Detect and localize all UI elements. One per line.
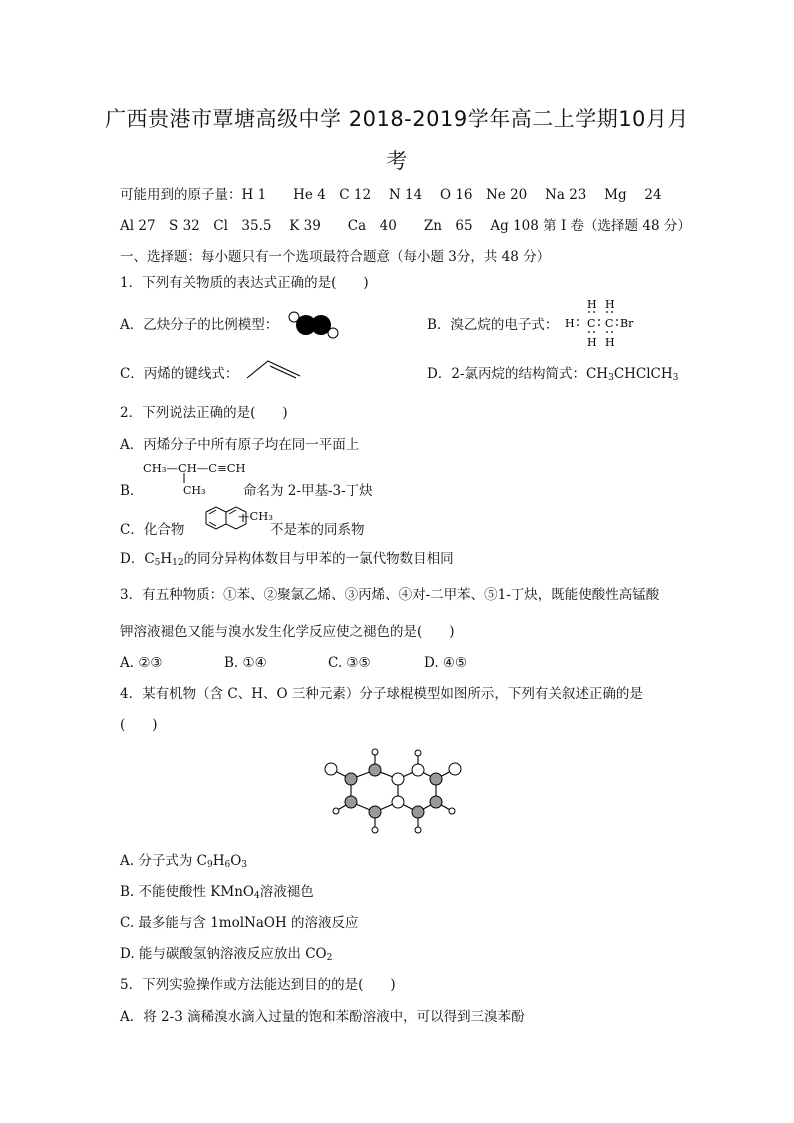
q4-option-d: D. 能与碳酸氢钠溶液反应放出 $CO_2$: [120, 946, 333, 963]
section-heading: 一、选择题：每小题只有一个选项最符合题意（每小题 3分，共 48 分）: [120, 249, 551, 265]
q5-option-a: A．将 2-3 滴稀溴水滴入过量的饱和苯酚溶液中，可以得到三溴苯酚: [120, 1009, 525, 1025]
q3-option-d: D. ④⑤: [424, 655, 468, 671]
q3-option-c: C. ③⑤: [328, 655, 371, 671]
page-title: 广西贵港市覃塘高级中学 2018-2019学年高二上学期10月月: [105, 107, 689, 131]
q2-option-b-label: B．: [120, 483, 144, 499]
q1-option-d: D．2-氯丙烷的结构简式：$CH_3CHClCH_3$: [427, 366, 679, 383]
q4-option-a: A. 分子式为 $C_9H_6O_3$: [120, 853, 248, 870]
q3-option-b: B. ①④: [224, 655, 267, 671]
formula-h: H: [565, 317, 575, 330]
q2-option-c-label: C．化合物: [120, 522, 185, 538]
q2-stem: 2．下列说法正确的是( ): [120, 405, 288, 421]
q1-option-b: B．溴乙烷的电子式：: [427, 317, 559, 333]
formula-c: C: [587, 317, 596, 330]
formula-c: C: [605, 317, 614, 330]
branch-bond-line: [182, 473, 186, 483]
q2-option-b-text: 命名为 2-甲基-3-丁炔: [243, 483, 373, 499]
atomic-masses-line2: Al 27 S 32 Cl 35.5 K 39 Ca 40 Zn 65 Ag 108 第 I 卷（选择题 48 分）: [120, 218, 691, 234]
q4-stem-line2: ( ): [120, 717, 158, 733]
q3-stem-line1: 3．有五种物质：①苯、②聚氯乙烯、③丙烯、④对-二甲苯、⑤1-丁炔，既能使酸性高锰酸: [120, 587, 660, 603]
q3-option-a: A. ②③: [120, 655, 163, 671]
formula-h: H: [605, 336, 615, 349]
formula-br: Br: [620, 317, 634, 330]
acetylene-model-image: [284, 310, 342, 340]
q2-option-d: D．$C_5H_{12}$的同分异构体数目与甲苯的一氯代物数目相同: [120, 551, 454, 568]
q2-b-structure-bottom: CH₃: [183, 484, 206, 497]
propene-skeletal-formula: [244, 356, 304, 382]
formula-h: H: [587, 298, 597, 311]
q1-stem: 1．下列有关物质的表达式正确的是( ): [120, 275, 369, 291]
q4-stem-line1: 4．某有机物（含 C、H、O 三种元素）分子球棍模型如图所示，下列有关叙述正确的是: [120, 686, 643, 702]
page-title-cont: 考: [386, 149, 408, 173]
q2-option-c-text: 不是苯的同系物: [270, 522, 365, 538]
atomic-masses-line1: 可能用到的原子量：H 1 He 4 C 12 N 14 O 16 Ne 20 Na 23 Mg 24: [120, 187, 662, 203]
q4-option-b: B. 不能使酸性 KMnO$_4$溶液褪色: [120, 884, 314, 901]
q3-stem-line2: 钾溶液褪色又能与溴水发生化学反应使之褪色的是( ): [120, 624, 455, 640]
q4-option-c: C. 最多能与含 1molNaOH 的溶液反应: [120, 915, 359, 931]
formula-h: H: [605, 298, 615, 311]
q5-stem: 5．下列实验操作或方法能达到目的的是( ): [120, 977, 396, 993]
q1-option-c: C．丙烯的键线式：: [120, 366, 239, 382]
bromoethane-electron-formula: [563, 296, 641, 350]
ball-and-stick-model-image: [318, 740, 468, 840]
q2-b-structure-top: CH₃—CH—C≡CH: [143, 461, 246, 475]
q2-c-methyl-label: —CH₃: [238, 509, 273, 523]
q2-option-a: A．丙烯分子中所有原子均在同一平面上: [120, 437, 360, 453]
q1-option-a: A．乙炔分子的比例模型：: [120, 317, 279, 333]
formula-h: H: [587, 336, 597, 349]
